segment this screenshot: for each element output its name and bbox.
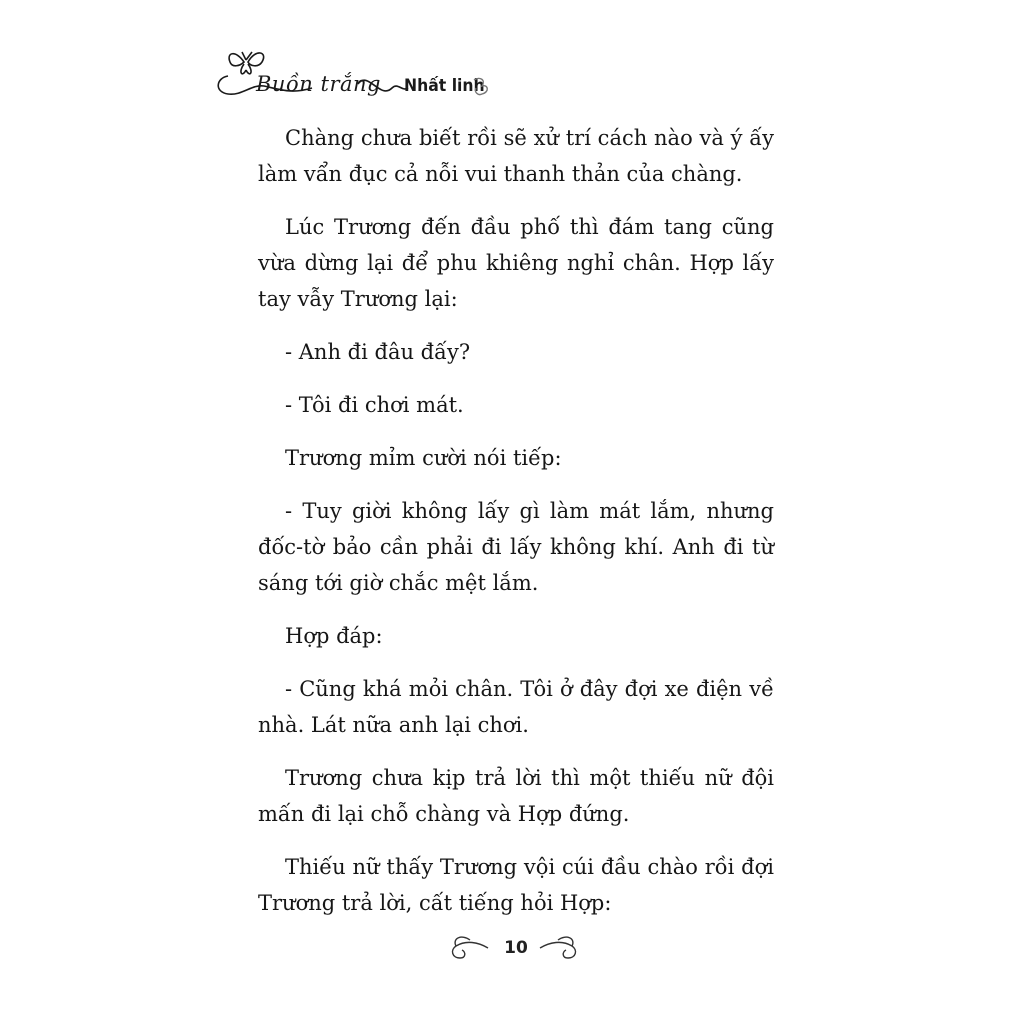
paragraph: - Tuy giời không lấy gì làm mát lắm, nhưng đốc-tờ bảo cần phải đi lấy không khí. Anh đi từ sáng tới giờ chắc mệt lắm. [258,499,774,595]
paragraph: Chàng chưa biết rồi sẽ xử trí cách nào và ý ấy làm vẩn đục cả nỗi vui thanh thản của chàng. [258,126,774,186]
paragraph: - Anh đi đâu đấy? [285,340,471,364]
butterfly-flourish-icon [470,74,492,100]
paragraph: Hợp đáp: [285,624,383,648]
book-title: Buồn trắng [256,72,381,96]
paragraph: Trương mỉm cười nói tiếp: [285,446,562,470]
paragraph: - Tôi đi chơi mát. [285,393,464,417]
paragraph: Thiếu nữ thấy Trương vội cúi đầu chào rồi đợi Trương trả lời, cất tiếng hỏi Hợp: [258,855,774,915]
paragraph: Lúc Trương đến đầu phố thì đám tang cũng vừa dừng lại để phu khiêng nghỉ chân. Hợp lấy tay vẫy Trương lại: [258,215,774,311]
author-name: Nhất linh [404,76,485,96]
paragraph: Trương chưa kịp trả lời thì một thiếu nữ đội mấn đi lại chỗ chàng và Hợp đứng. [258,766,774,826]
page-body [258,120,774,938]
paragraph: - Cũng khá mỏi chân. Tôi ở đây đợi xe điện về nhà. Lát nữa anh lại chơi. [258,677,774,737]
page-number: 10 [504,938,528,958]
